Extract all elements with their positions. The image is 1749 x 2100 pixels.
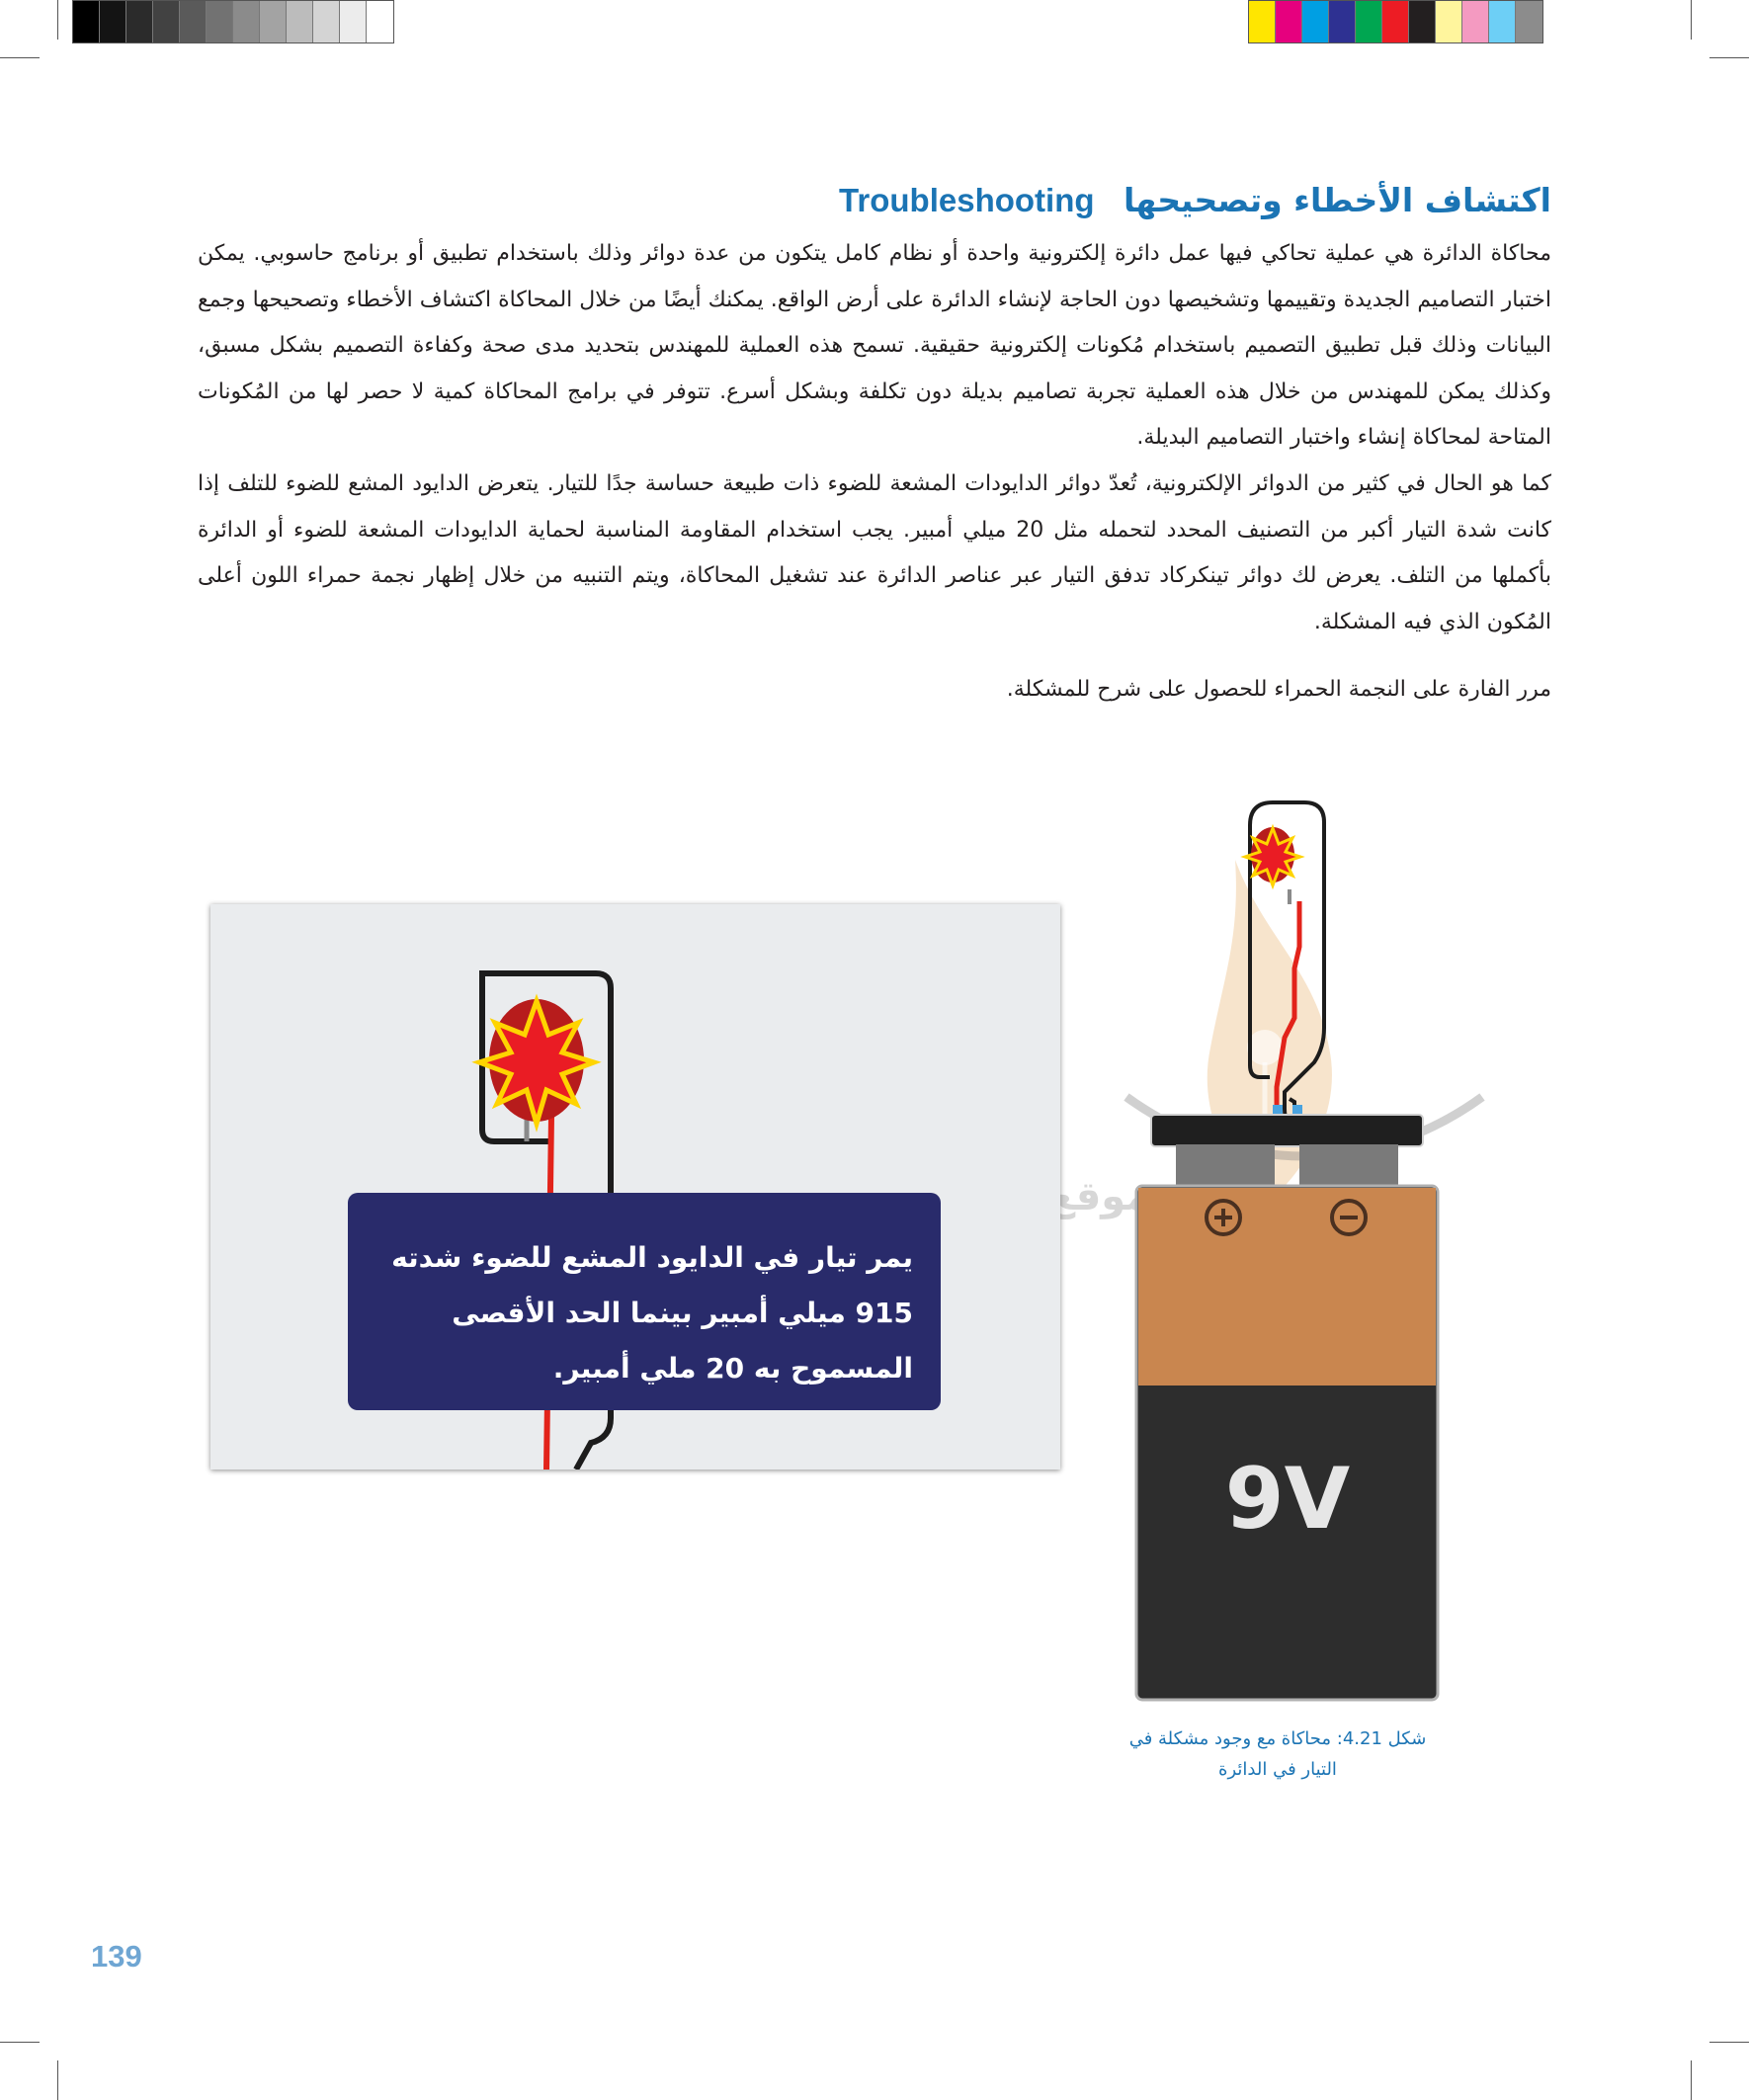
heading-arabic: اكتشاف الأخطاء وتصحيحها bbox=[1124, 181, 1551, 219]
crop-mark bbox=[1691, 0, 1692, 40]
color-swatch bbox=[1462, 1, 1489, 42]
color-swatch bbox=[1249, 1, 1276, 42]
error-star-icon[interactable] bbox=[1245, 828, 1300, 885]
color-swatch bbox=[1409, 1, 1436, 42]
color-swatch bbox=[1356, 1, 1382, 42]
color-swatch bbox=[1489, 1, 1516, 42]
grayscale-color-bar bbox=[72, 0, 394, 43]
gray-swatch bbox=[233, 1, 260, 42]
watermark-arabic: موقع bbox=[1047, 1174, 1151, 1219]
gray-swatch bbox=[287, 1, 313, 42]
crop-mark bbox=[0, 57, 40, 58]
gray-swatch bbox=[367, 1, 393, 42]
figure-caption: شكل 4.21: محاكاة مع وجود مشكلة في التيار في الدائرة bbox=[1128, 1728, 1427, 1780]
section-heading bbox=[839, 181, 1551, 219]
crop-mark bbox=[0, 2042, 40, 2043]
crop-mark bbox=[1709, 2042, 1749, 2043]
color-swatch bbox=[1302, 1, 1329, 42]
battery-circuit-drawing bbox=[1126, 791, 1453, 1710]
crop-mark bbox=[1709, 57, 1749, 58]
intro-paragraph: محاكاة الدائرة هي عملية تحاكي فيها عمل دائرة إلكترونية واحدة أو نظام كامل يتكون من عدة دوائر وذلك باستخدام تطبيق أو برنامج حاسوبي. يمكن اختبار التصاميم الجديدة وتقييمها وتشخيصها دون الحاجة لإنشاء الدائرة على أرض الواقع. يمكنك أيضًا من خلال المحاكاة اكتشاف الأخطاء وتصحيحها وجمع البيانات وذلك قبل تطبيق التصميم باستخدام مُكونات إلكترونية حقيقية. تسمح هذه العملية للمهندس بتحديد مدى صحة وكفاءة التصميم بشكل مسبق، وكذلك يمكن للمهندس من خلال هذه العملية تجربة تصاميم بديلة دون تكلفة وبشكل أسرع. تتوفر في برامج المحاكاة كمية لا حصر لها من المُكونات المتاحة لمحاكاة إنشاء واختبار التصاميم البديلة. bbox=[198, 241, 1551, 450]
heading-english: Troubleshooting bbox=[839, 182, 1095, 218]
color-swatch bbox=[1382, 1, 1409, 42]
color-swatch bbox=[1516, 1, 1542, 42]
crop-mark bbox=[57, 2060, 58, 2100]
error-tooltip: يمر تيار في الدايود المشع للضوء شدته 915 ميلي أمبير بينما الحد الأقصى المسموح به 20 ملي أمبير. bbox=[348, 1193, 941, 1410]
gray-swatch bbox=[126, 1, 153, 42]
gray-swatch bbox=[260, 1, 287, 42]
process-color-bar bbox=[1248, 0, 1543, 43]
gray-swatch bbox=[153, 1, 180, 42]
error-star-icon[interactable] bbox=[479, 1001, 594, 1124]
gray-swatch bbox=[100, 1, 126, 42]
crop-mark bbox=[57, 0, 58, 40]
gray-swatch bbox=[340, 1, 367, 42]
gray-swatch bbox=[207, 1, 233, 42]
gray-swatch bbox=[313, 1, 340, 42]
battery-voltage-label: 9V bbox=[1224, 1450, 1351, 1549]
gray-swatch bbox=[73, 1, 100, 42]
gray-swatch bbox=[180, 1, 207, 42]
instruction-paragraph: مرر الفارة على النجمة الحمراء للحصول على شرح للمشكلة. bbox=[1006, 677, 1551, 702]
color-swatch bbox=[1276, 1, 1302, 42]
page-number: 139 bbox=[91, 1939, 142, 1974]
led-paragraph: كما هو الحال في كثير من الدوائر الإلكترونية، تُعدّ دوائر الدايودات المشعة للضوء ذات طبيعة حساسة جدًا للتيار. يتعرض الدايود المشع للضوء للتلف إذا كانت شدة التيار أكبر من التصنيف المحدد لتحمله مثل 20 ميلي أمبير. يجب استخدام المقاومة المناسبة لحماية الدايودات المشعة للضوء أو الدائرة بأكملها من التلف. يعرض لك دوائر تينكركاد تدفق التيار عبر عناصر الدائرة عند تشغيل المحاكاة، ويتم التنبيه من خلال إظهار نجمة حمراء اللون أعلى المُكون الذي فيه المشكلة. bbox=[198, 471, 1552, 634]
crop-mark bbox=[1691, 2060, 1692, 2100]
color-swatch bbox=[1329, 1, 1356, 42]
color-swatch bbox=[1436, 1, 1462, 42]
